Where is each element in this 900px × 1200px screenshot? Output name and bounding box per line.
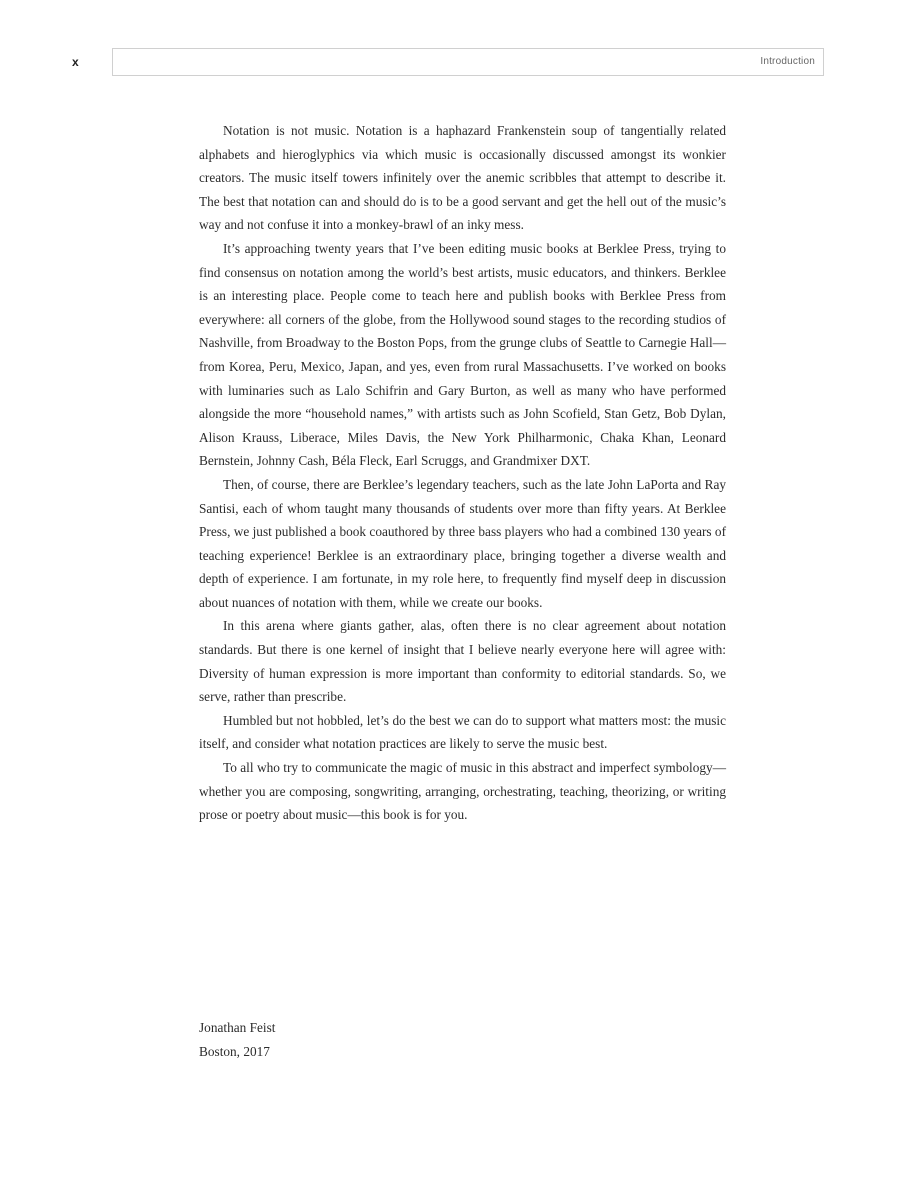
- section-title: Introduction: [760, 56, 815, 67]
- running-header: [112, 48, 824, 76]
- paragraph: Humbled but not hobbled, let’s do the best we can do to support what matters most: the music itself, and consider what notation practices are likely to serve the music best.: [199, 712, 726, 752]
- author-name: Jonathan Feist: [199, 1020, 276, 1035]
- place-date: Boston, 2017: [199, 1043, 270, 1059]
- paragraph: Notation is not music. Notation is a haphazard Frankenstein soup of tangentially related alphabets and hieroglyphics via which music is occasionally discussed amongst its wonkier creators. The music itself towers infinitely over the anemic scribbles that attempt to describe it. The best that notation can and should do is to be a good servant and get the hell out of the music’s way and not confuse it into a monkey-brawl of an inky mess.: [199, 123, 726, 233]
- page-number: x: [72, 55, 79, 69]
- paragraph: It’s approaching twenty years that I’ve been editing music books at Berklee Press, trying to find consensus on notation among the world’s best artists, music educators, and thinkers. Berklee is an interesting place. People come to teach here and publish books with Berklee Press from everywhere: all corners of the globe, from the Hollywood sound stages to the recording studios of Nashville, from Broadway to the Boston Pops, from the grunge clubs of Seattle to Carnegie Hall—from Korea, Peru, Mexico, Japan, and yes, even from rural Massachusetts. I’ve worked on books with luminaries such as Lalo Schifrin and Gary Burton, as well as many who have performed alongside the more “household names,” with artists such as John Scofield, Stan Getz, Bob Dylan, Alison Krauss, Liberace, Miles Davis, the New York Philharmonic, Chaka Khan, Leonard Bernstein, Johnny Cash, Béla Fleck, Earl Scruggs, and Grandmixer DXT.: [199, 240, 726, 469]
- paragraph: To all who try to communicate the magic of music in this abstract and imperfect symbology—whether you are composing, songwriting, arranging, orchestrating, teaching, theorizing, or writing prose or poetry about music—this book is for you.: [199, 760, 726, 823]
- signature-block: [199, 1016, 726, 1063]
- body-text: [199, 119, 726, 827]
- paragraph: In this arena where giants gather, alas, often there is no clear agreement about notation standards. But there is one kernel of insight that I believe nearly everyone here will agree with: Diversity of human expression is more important than conformity to editorial standards. So, we serve, rather than prescribe.: [199, 618, 726, 705]
- paragraph: Then, of course, there are Berklee’s legendary teachers, such as the late John LaPorta and Ray Santisi, each of whom taught many thousands of students over more than fifty years. At Berklee Press, we just published a book coauthored by three bass players who had a combined 130 years of teaching experience! Berklee is an extraordinary place, bringing together a diverse wealth and depth of experience. I am fortunate, in my role here, to frequently find myself deep in discussion about nuances of notation with them, while we create our books.: [199, 476, 726, 610]
